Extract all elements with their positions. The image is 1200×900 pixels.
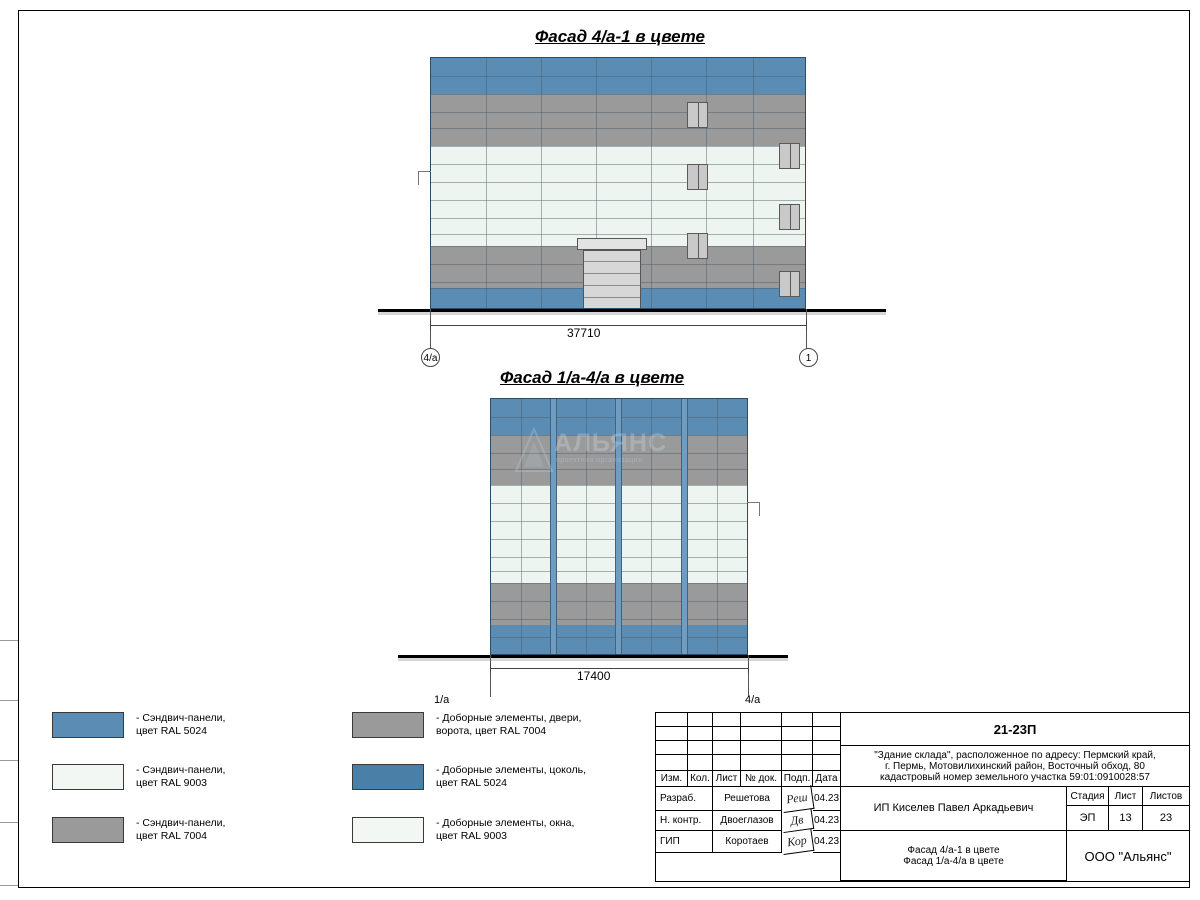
- stamp-blank: [656, 713, 688, 727]
- legend-label-line1: - Сэндвич-панели,: [136, 712, 226, 724]
- axis-bubble-left-1: 4/а: [421, 348, 440, 367]
- stamp-blank: [713, 727, 741, 741]
- facade-column: [615, 399, 622, 654]
- stamp-blank: [813, 741, 841, 755]
- legend-label-line2: цвет RAL 7004: [136, 830, 208, 842]
- window: [687, 233, 708, 259]
- extension-line: [490, 655, 491, 697]
- facade-2-dimension-line: [490, 668, 748, 669]
- object-description: [841, 746, 1189, 787]
- legend-label-line2: цвет RAL 5024: [136, 725, 208, 737]
- company-name: ООО "Альянс": [1084, 848, 1172, 864]
- stamp-blank: [741, 755, 782, 771]
- legend-label-line2: ворота, цвет RAL 7004: [436, 725, 547, 737]
- stamp-name-gip: Коротаев: [713, 831, 782, 853]
- sheets-total-header: Листов: [1143, 787, 1189, 806]
- stamp-blank: [782, 713, 813, 727]
- window: [687, 102, 708, 128]
- legend-swatch: [352, 817, 424, 843]
- stamp-blank: [656, 755, 688, 771]
- legend: [52, 712, 632, 867]
- stamp-blank: [741, 727, 782, 741]
- gate-canopy: [577, 238, 647, 250]
- sheets-total-value: 23: [1143, 806, 1189, 831]
- stamp-header-docnum: № док.: [741, 771, 782, 787]
- stamp-role-gip: ГИП: [656, 831, 713, 853]
- facade-1-title: Фасад 4/а-1 в цвете: [535, 27, 705, 46]
- stamp-name-razrab: Решетова: [713, 787, 782, 811]
- facade-column: [681, 399, 688, 654]
- stamp-blank: [713, 713, 741, 727]
- axis-bubble-right-1: 1: [799, 348, 818, 367]
- stamp-name-nkontr: Двоеглазов: [713, 811, 782, 831]
- facade-1-elevation: [430, 57, 806, 309]
- stamp-date-gip: 04.23: [813, 831, 841, 853]
- watermark-subtext: проектная организация: [556, 457, 643, 464]
- window: [779, 143, 800, 169]
- object-line-2: г. Пермь, Мотовилихинский район, Восточный обход, 80: [885, 760, 1145, 772]
- stamp-blank: [813, 755, 841, 771]
- stamp-blank: [782, 727, 813, 741]
- stamp-blank: [688, 713, 713, 727]
- stamp-blank: [688, 755, 713, 771]
- stamp-blank: [741, 713, 782, 727]
- legend-swatch: [52, 764, 124, 790]
- stamp-blank: [656, 853, 841, 881]
- facade-1-ground-line: [378, 309, 886, 312]
- sheet-title-line-1: Фасад 4/а-1 в цвете: [907, 844, 1000, 856]
- watermark-text: АЛЬЯНС: [554, 429, 667, 457]
- stamp-blank: [656, 727, 688, 741]
- legend-swatch: [52, 712, 124, 738]
- legend-label-line2: цвет RAL 5024: [436, 777, 508, 789]
- stamp-signature-razrab: Реш: [780, 785, 814, 813]
- stamp-header-list: Лист: [713, 771, 741, 787]
- stamp-header-podp: Подп.: [782, 771, 813, 787]
- legend-swatch: [52, 817, 124, 843]
- stamp-blank: [741, 741, 782, 755]
- stamp-blank: [782, 755, 813, 771]
- legend-swatch: [352, 712, 424, 738]
- window: [779, 271, 800, 297]
- facade-1-wall: [430, 57, 806, 309]
- facade-2-title: Фасад 1/а-4/а в цвете: [500, 368, 685, 387]
- stamp-blank: [813, 727, 841, 741]
- legend-swatch: [352, 764, 424, 790]
- stamp-date-nkontr: 04.23: [813, 811, 841, 831]
- facade-1-dimension-line: [430, 325, 806, 326]
- legend-label-line1: - Доборные элементы, окна,: [436, 817, 575, 829]
- stamp-blank: [656, 741, 688, 755]
- axis-label-left-2: 1/а: [434, 694, 450, 706]
- stamp-blank: [688, 727, 713, 741]
- client-name: ИП Киселев Павел Аркадьевич: [841, 787, 1067, 831]
- sheet-value: 13: [1109, 806, 1143, 831]
- stamp-signature-nkontr: Дв: [781, 809, 814, 833]
- legend-label-line2: цвет RAL 9003: [436, 830, 508, 842]
- stamp-blank: [688, 741, 713, 755]
- sheet-header: Лист: [1109, 787, 1143, 806]
- stamp-blank: [782, 741, 813, 755]
- facade-2-dimension-value: 17400: [577, 669, 611, 683]
- stamp-header-kol: Кол.: [688, 771, 713, 787]
- object-line-3: кадастровый номер земельного участка 59:01:0910028:57: [880, 771, 1150, 783]
- legend-label-line1: - Доборные элементы, двери,: [436, 712, 582, 724]
- facade-2-elevation: [490, 398, 748, 655]
- facade-2-ground-line: [398, 655, 788, 658]
- left-margin-marks: [0, 640, 18, 890]
- stamp-header-data: Дата: [813, 771, 841, 787]
- stamp-blank: [713, 741, 741, 755]
- project-code: 21-23П: [841, 713, 1189, 746]
- sheet-title: [841, 831, 1067, 881]
- legend-label-line1: - Доборные элементы, цоколь,: [436, 764, 586, 776]
- entrance-gate: [583, 250, 641, 309]
- stamp-role-nkontr: Н. контр.: [656, 811, 713, 831]
- stamp-signature-gip: Кор: [781, 829, 815, 855]
- extension-line: [748, 655, 749, 697]
- legend-label-line1: - Сэндвич-панели,: [136, 764, 226, 776]
- stamp-blank: [813, 713, 841, 727]
- sheet-title-line-2: Фасад 1/а-4/а в цвете: [903, 855, 1004, 867]
- stamp-date-razrab: 04.23: [813, 787, 841, 811]
- stamp-header-izm: Изм.: [656, 771, 688, 787]
- facade-2-wall: [490, 398, 748, 655]
- stamp-blank: [713, 755, 741, 771]
- window: [779, 204, 800, 230]
- stage-header: Стадия: [1067, 787, 1109, 806]
- object-line-1: "Здание склада", расположенное по адресу: Пермский край,: [874, 749, 1156, 761]
- axis-label-right-2: 4/а: [745, 694, 761, 706]
- legend-label-line1: - Сэндвич-панели,: [136, 817, 226, 829]
- stage-value: ЭП: [1067, 806, 1109, 831]
- facade-1-dimension-value: 37710: [567, 326, 601, 340]
- window: [687, 164, 708, 190]
- stamp-role-razrab: Разраб.: [656, 787, 713, 811]
- legend-label-line2: цвет RAL 9003: [136, 777, 208, 789]
- title-block: [655, 712, 1190, 882]
- facade-column: [550, 399, 557, 654]
